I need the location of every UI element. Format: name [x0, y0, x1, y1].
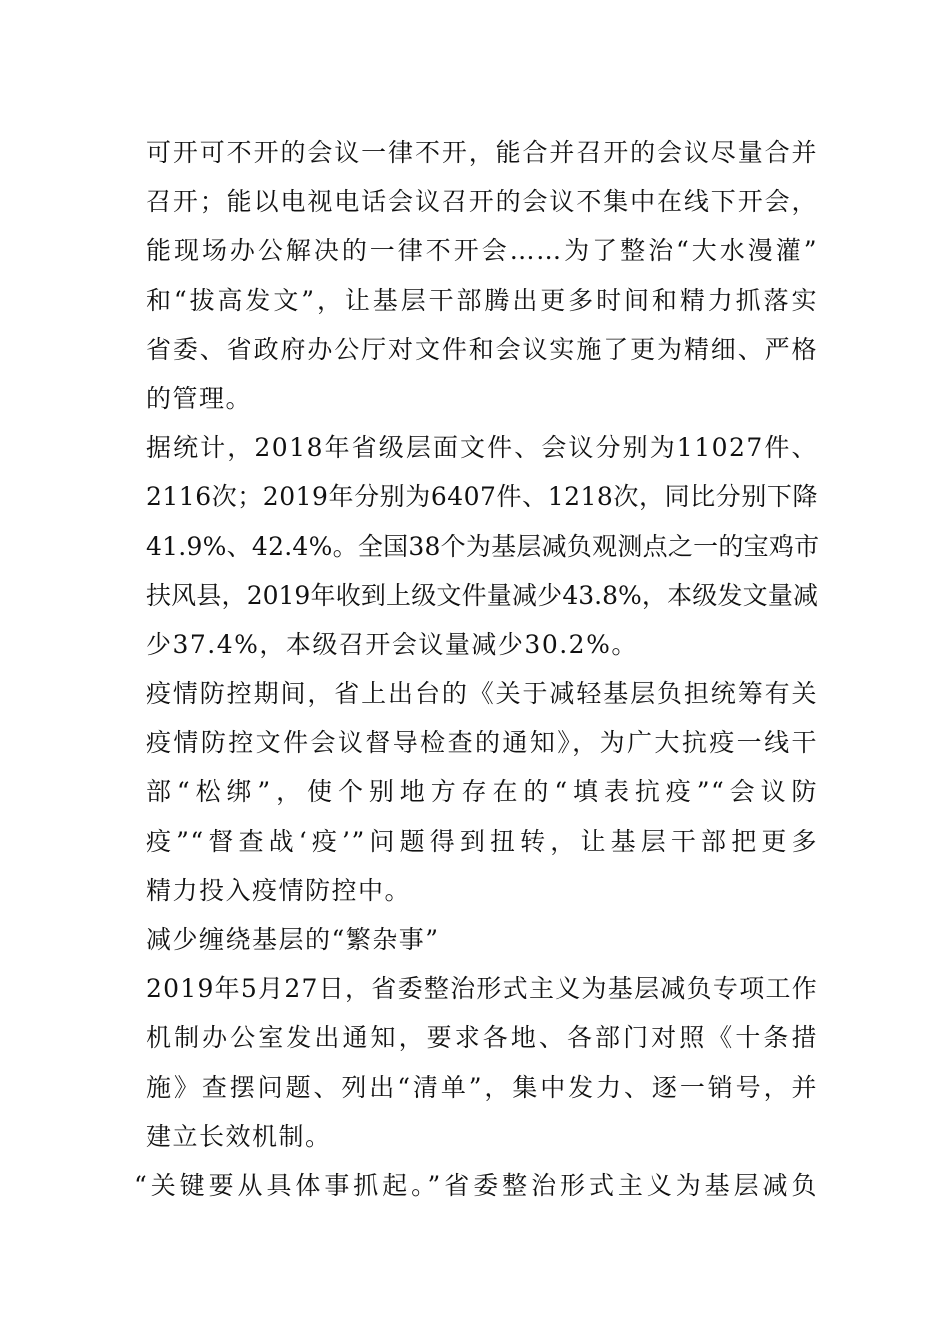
text-line: 据统计，2018年省级层面文件、会议分别为11027件、 — [146, 433, 818, 463]
text-line: 2116次；2019年分别为6407件、1218次，同比分别下降 — [146, 482, 818, 512]
text-line: 2019年5月27日，省委整治形式主义为基层减负专项工作 — [146, 974, 818, 1004]
text-line: “关键要从具体事抓起。”省委整治形式主义为基层减负 — [134, 1170, 818, 1200]
text-line: 可开可不开的会议一律不开，能合并召开的会议尽量合并 — [146, 138, 818, 167]
text-line: 和“拔高发文”，让基层干部腾出更多时间和精力抓落实 — [146, 285, 818, 315]
text-line: 少37.4%，本级召开会议量减少30.2%。 — [146, 629, 638, 659]
text-line: 建立长效机制。 — [146, 1121, 332, 1151]
text-line: 省委、省政府办公厅对文件和会议实施了更为精细、严格 — [146, 334, 818, 364]
text-line: 部“松绑”，使个别地方存在的“填表抗疫”“会议防 — [146, 777, 818, 807]
section-heading: 减少缠绕基层的“繁杂事” — [146, 925, 440, 954]
text-line: 扶风县，2019年收到上级文件量减少43.8%，本级发文量减 — [146, 580, 818, 610]
document-body — [134, 128, 820, 1210]
text-line: 疫情防控文件会议督导检查的通知》，为广大抗疫一线干 — [146, 728, 818, 758]
text-line: 的管理。 — [146, 383, 253, 413]
text-line: 能现场办公解决的一律不开会……为了整治“大水漫灌” — [146, 236, 818, 266]
text-line: 施》查摆问题、列出“清单”，集中发力、逐一销号，并 — [146, 1072, 818, 1102]
text-line: 疫”“督查战‘疫’”问题得到扭转，让基层干部把更多 — [146, 826, 818, 856]
text-line: 精力投入疫情防控中。 — [146, 875, 412, 905]
text-line: 41.9%、42.4%。全国38个为基层减负观测点之一的宝鸡市 — [146, 531, 820, 561]
text-line: 机制办公室发出通知，要求各地、各部门对照《十条措 — [146, 1023, 818, 1053]
text-line: 疫情防控期间，省上出台的《关于减轻基层负担统筹有关 — [146, 679, 818, 709]
text-line: 召开；能以电视电话会议召开的会议不集中在线下开会， — [146, 187, 818, 217]
